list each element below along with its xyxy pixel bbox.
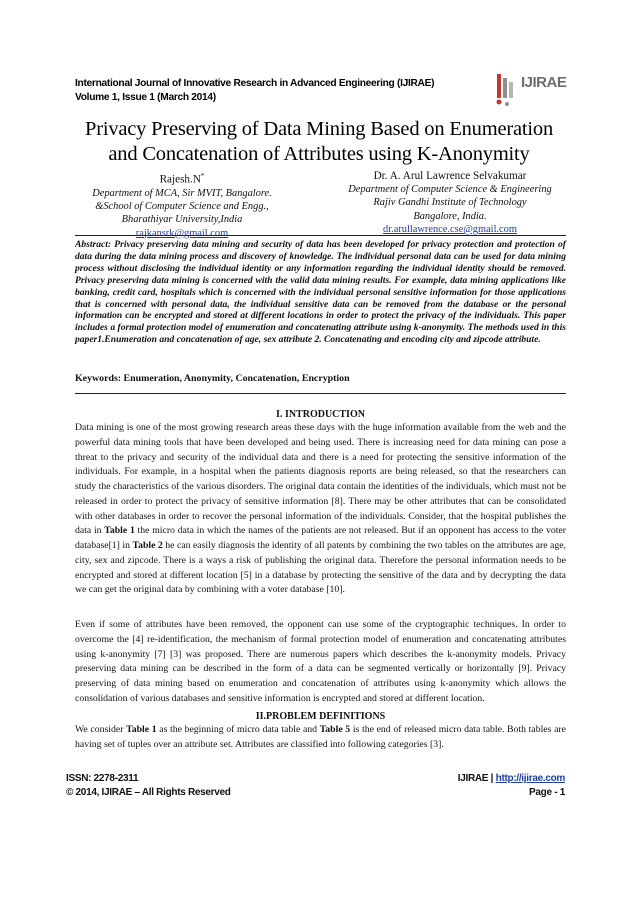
author-affiliation: Department of MCA, Sir MVIT, Bangalore. [92, 187, 272, 199]
table-ref: Table 5 [319, 724, 351, 735]
author-email-link[interactable]: rajkansrk@gmail.com [135, 227, 229, 239]
footer-right [458, 772, 565, 800]
table-ref: Table 1 [126, 724, 157, 735]
abstract: Abstract: Privacy preserving data mining and security of data has been developed for privacy protection and protection of data during the data mining process and discovery of knowledge. The individual personal data can be used for data mining process without disclosing the individual identity or any information regarding the individual identity should be removed. Privacy preserving data mining is concerned with the valid data mining results. For example, data mining applications like banking, credit card, hospitals which is concerned with the individual personal sensitive information for those applications that is concerned with personal data, the individual sensitive data can be removed from the database or the personal information can be encrypted and stored at different locations in order to protect the privacy of the individuals. This paper includes a formal protection model of enumeration and concatenating attribute using k-anonymity. The methods used in this paper1.Enumeration and concatenation of age, sex attribute 2. Concatenating and encoding city and zipcode attribute. [75, 239, 566, 346]
author-affiliation: Bangalore, India. [413, 210, 487, 222]
journal-name: International Journal of Innovative Research in Advanced Engineering (IJIRAE) [75, 78, 435, 89]
journal-header [75, 77, 495, 104]
title-line-2: and Concatenation of Attributes using K-Anonymity [108, 143, 530, 165]
logo-text: IJIRAE [521, 74, 567, 91]
footer-left [66, 772, 231, 800]
paper-title [62, 117, 576, 167]
journal-url-link[interactable]: http://ijirae.com [495, 773, 565, 784]
logo-emblem-icon [495, 70, 523, 110]
divider-top [75, 235, 566, 236]
problem-definitions-paragraph: We consider Table 1 as the beginning of micro data table and Table 5 is the end of released micro data table. Both tables are having set of tuples over an attribute set. Attributes are classified into following categories [3]. [75, 724, 566, 750]
introduction-paragraph-1: Data mining is one of the most growing research areas these days with the huge information available from the web and the powerful data mining tools that have been developed and being used. There is increasing need for data mining can pose a threat to the privacy and security of the individual data and there is a need for protecting the sensitive information of the individuals. For example, in a hospital when the patients diagnosis reports are being released, so that the researchers can study the characteristics of the various disorders. The original data contain the identities of the individuals, which must not be released in order to protect the privacy of sensitive information [8]. There may be other attributes that can be consolidated with other databases in order to recover the personal information of the individuals. Consider, that the hospital publishes the data in Table 1 the micro data in which the names of the patients are not released. But if an opponent has access to the voter database[1] in Table 2 he can easily diagnosis the identity of all patents by combining the two tables on the attributes are age, city, sex and zipcode. There is a ways a risk of publishing the original data. Therefore the personal information needs to be encrypted and stored at different location [5] in a database by protecting the sensitive of the data and by decrypting the data we can get the original data by combining with a voter database [10]. [75, 422, 566, 596]
author-footnote-mark: * [200, 172, 205, 180]
title-line-1: Privacy Preserving of Data Mining Based on Enumeration [85, 118, 553, 140]
author-block-1 [76, 170, 288, 240]
introduction-paragraph-2: Even if some of attributes have been removed, the opponent can use some of the cryptographic techniques. In order to overcome the [4] re-identification, the mechanism of formal protection model of enumeration and concatenating attributes using k-anonymity [7] [3] was proposed. There are numerous papers which describes the k-anonymity models. Privacy preserving data mining can be described in the form of a data can be segmented vertically or horizontally [9]. Privacy preserving of data mining based on enumeration and concatenation of attributes using k-anonymity which allows the consolidation of various databases and sensitive information is encrypted and stored at different location. [75, 619, 566, 704]
divider-bottom [75, 393, 566, 394]
author-email-link[interactable]: dr.arullawrence.cse@gmail.com [383, 223, 517, 235]
page-number: Page - 1 [529, 787, 565, 798]
author-name: Rajesh.N* [159, 172, 205, 186]
author-affiliation: &School of Computer Science and Engg., [95, 201, 269, 213]
table-ref: Table 1 [104, 525, 135, 537]
keywords: Keywords: Enumeration, Anonymity, Concatenation, Encryption [75, 373, 350, 384]
table-ref: Table 2 [132, 540, 163, 551]
section-heading-introduction: I. INTRODUCTION [276, 409, 365, 420]
author-affiliation: Bharathiyar University,India [121, 214, 243, 226]
footer-journal-link-row: IJIRAE | http://ijirae.com [457, 773, 565, 784]
issn: ISSN: 2278-2311 [66, 773, 139, 784]
author-affiliation: Department of Computer Science & Engineering [348, 184, 552, 196]
author-block-2 [330, 170, 570, 236]
author-name: Dr. A. Arul Lawrence Selvakumar [373, 170, 527, 182]
section-heading-problem-definitions: II.PROBLEM DEFINITIONS [255, 711, 386, 722]
author-affiliation: Rajiv Gandhi Institute of Technology [373, 197, 527, 209]
ijirae-logo [495, 70, 567, 112]
journal-volume: Volume 1, Issue 1 (March 2014) [75, 91, 216, 103]
copyright: © 2014, IJIRAE – All Rights Reserved [66, 787, 231, 798]
